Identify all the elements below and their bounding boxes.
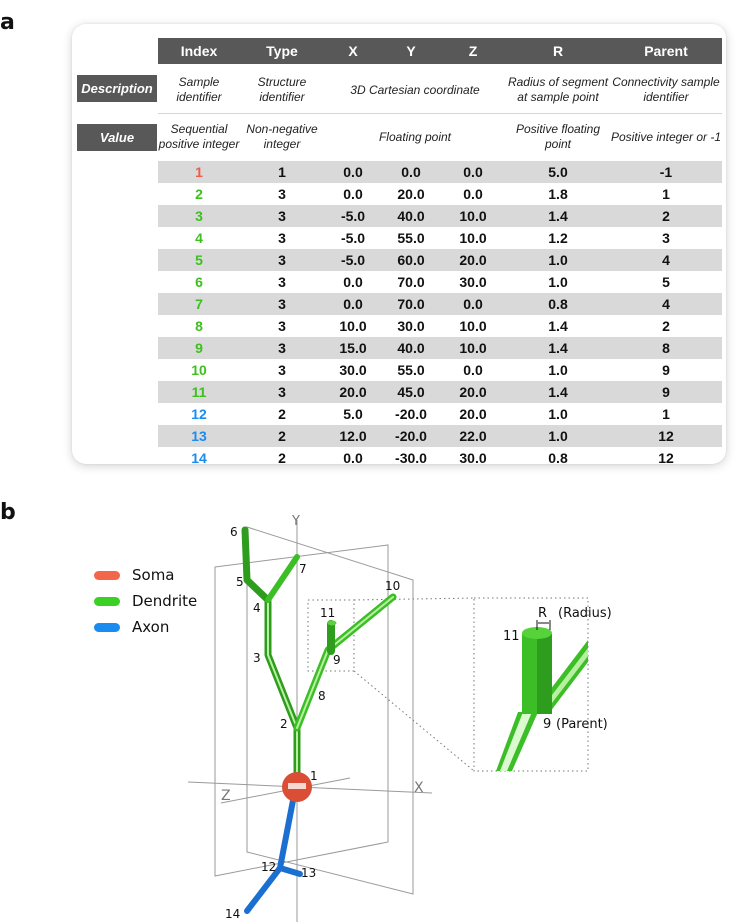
cell-type: 3 bbox=[278, 208, 286, 224]
cell-index: 14 bbox=[191, 450, 207, 466]
cell-type: 3 bbox=[278, 274, 286, 290]
cell-parent: 4 bbox=[662, 296, 670, 312]
y-axis-label: Y bbox=[292, 514, 300, 529]
desc-xyz: 3D Cartesian coordinate bbox=[350, 82, 480, 97]
table-row bbox=[158, 183, 722, 205]
svg-text:1: 1 bbox=[310, 769, 318, 783]
cell-y: 60.0 bbox=[397, 252, 425, 268]
cell-y: -20.0 bbox=[395, 406, 427, 422]
cell-y: -30.0 bbox=[395, 450, 427, 466]
cell-y: 0.0 bbox=[401, 164, 421, 180]
table-row bbox=[158, 227, 722, 249]
radius-label: R bbox=[538, 606, 548, 621]
svg-text:10: 10 bbox=[385, 579, 401, 593]
cell-x: 0.0 bbox=[343, 296, 363, 312]
inset-zoom bbox=[496, 606, 612, 771]
cell-r: 0.8 bbox=[548, 450, 568, 466]
cell-x: 5.0 bbox=[343, 406, 363, 422]
value-row-label: Value bbox=[77, 124, 157, 151]
cell-index: 10 bbox=[191, 362, 207, 378]
x-axis-label: X bbox=[414, 780, 424, 796]
cell-z: 22.0 bbox=[459, 428, 487, 444]
value-r: Positive floating point bbox=[515, 122, 601, 151]
cell-y: 20.0 bbox=[397, 186, 425, 202]
cell-parent: 5 bbox=[662, 274, 670, 290]
cell-parent: 9 bbox=[662, 362, 670, 378]
cell-y: 70.0 bbox=[397, 274, 425, 290]
cell-type: 3 bbox=[278, 252, 286, 268]
svg-text:12: 12 bbox=[261, 860, 277, 874]
cell-r: 1.0 bbox=[548, 428, 568, 444]
cell-x: 30.0 bbox=[339, 362, 367, 378]
svg-text:3: 3 bbox=[253, 651, 261, 665]
desc-type: Structure identifier bbox=[257, 75, 307, 104]
cell-r: 1.0 bbox=[548, 406, 568, 422]
cell-type: 3 bbox=[278, 362, 286, 378]
soma bbox=[282, 772, 312, 802]
cell-index: 6 bbox=[195, 274, 203, 290]
cell-r: 1.8 bbox=[548, 186, 568, 202]
desc-parent: Connectivity sample identifier bbox=[612, 75, 720, 104]
cell-x: -5.0 bbox=[340, 252, 366, 268]
cell-type: 2 bbox=[278, 428, 286, 444]
cell-z: 30.0 bbox=[459, 450, 487, 466]
header-parent: Parent bbox=[644, 43, 688, 59]
cell-r: 1.4 bbox=[548, 318, 568, 334]
cell-z: 0.0 bbox=[463, 362, 483, 378]
value-row bbox=[158, 114, 722, 160]
table-row bbox=[158, 403, 722, 425]
svg-text:4: 4 bbox=[253, 601, 261, 615]
table-row bbox=[158, 337, 722, 359]
cell-parent: 12 bbox=[658, 450, 674, 466]
table-header-row bbox=[158, 38, 722, 64]
legend-label: Dendrite bbox=[132, 592, 198, 610]
cell-index: 3 bbox=[195, 208, 203, 224]
cell-z: 0.0 bbox=[463, 296, 483, 312]
header-index: Index bbox=[180, 43, 218, 59]
cell-r: 1.4 bbox=[548, 208, 568, 224]
cell-x: 0.0 bbox=[343, 274, 363, 290]
cell-r: 1.4 bbox=[548, 384, 568, 400]
cell-index: 5 bbox=[195, 252, 203, 268]
neuron-morphology-diagram bbox=[0, 500, 750, 922]
cell-r: 1.0 bbox=[548, 362, 568, 378]
cell-parent: 1 bbox=[662, 406, 670, 422]
radius-caption: (Radius) bbox=[558, 606, 612, 621]
cell-index: 11 bbox=[191, 384, 207, 400]
table-row bbox=[158, 271, 722, 293]
svg-text:7: 7 bbox=[299, 562, 307, 576]
cell-x: 20.0 bbox=[339, 384, 367, 400]
cell-y: 40.0 bbox=[397, 340, 425, 356]
desc-index: Sample identifier bbox=[176, 75, 222, 104]
cell-y: 55.0 bbox=[397, 362, 425, 378]
cell-type: 3 bbox=[278, 296, 286, 312]
cell-r: 1.2 bbox=[548, 230, 568, 246]
cell-z: 0.0 bbox=[463, 164, 483, 180]
panel-label-b: b bbox=[0, 500, 16, 525]
cell-z: 30.0 bbox=[459, 274, 487, 290]
header-type: Type bbox=[266, 43, 298, 59]
cell-z: 20.0 bbox=[459, 252, 487, 268]
value-parent: Positive integer or -1 bbox=[610, 129, 722, 144]
cell-x: 0.0 bbox=[343, 450, 363, 466]
cell-z: 10.0 bbox=[459, 230, 487, 246]
desc-r: Radius of segment at sample point bbox=[507, 75, 609, 104]
svg-text:2: 2 bbox=[280, 717, 288, 731]
cell-x: 12.0 bbox=[339, 428, 367, 444]
cell-z: 10.0 bbox=[459, 318, 487, 334]
cell-x: -5.0 bbox=[340, 230, 366, 246]
table-body bbox=[158, 161, 722, 469]
legend-label: Soma bbox=[132, 566, 175, 584]
cell-r: 1.4 bbox=[548, 340, 568, 356]
inset-node-label: 11 bbox=[503, 629, 520, 644]
axon bbox=[247, 790, 300, 911]
table-row bbox=[158, 205, 722, 227]
table-row bbox=[158, 249, 722, 271]
cell-y: 55.0 bbox=[397, 230, 425, 246]
table-row bbox=[158, 161, 722, 183]
cell-index: 8 bbox=[195, 318, 203, 334]
cell-r: 1.0 bbox=[548, 252, 568, 268]
header-z: Z bbox=[468, 43, 478, 59]
cell-x: 0.0 bbox=[343, 186, 363, 202]
value-xyz: Floating point bbox=[378, 129, 452, 144]
cell-parent: 2 bbox=[662, 318, 670, 334]
cell-parent: 4 bbox=[662, 252, 670, 268]
header-x: X bbox=[348, 43, 358, 59]
svg-text:9: 9 bbox=[333, 653, 341, 667]
cell-index: 7 bbox=[195, 296, 203, 312]
cell-y: 40.0 bbox=[397, 208, 425, 224]
table-row bbox=[158, 447, 722, 469]
header-r: R bbox=[552, 43, 564, 59]
cell-parent: -1 bbox=[659, 164, 673, 180]
cell-z: 20.0 bbox=[459, 406, 487, 422]
svg-text:13: 13 bbox=[301, 866, 317, 880]
table-row bbox=[158, 359, 722, 381]
cell-parent: 9 bbox=[662, 384, 670, 400]
cell-parent: 1 bbox=[662, 186, 670, 202]
cell-type: 3 bbox=[278, 318, 286, 334]
table-row bbox=[158, 293, 722, 315]
cell-index: 13 bbox=[191, 428, 207, 444]
value-index: Sequential positive integer bbox=[158, 122, 240, 151]
cell-type: 3 bbox=[278, 186, 286, 202]
panel-label-a: a bbox=[0, 10, 15, 35]
cell-r: 0.8 bbox=[548, 296, 568, 312]
legend-label: Axon bbox=[132, 618, 170, 636]
cell-x: 0.0 bbox=[343, 164, 363, 180]
cell-type: 2 bbox=[278, 450, 286, 466]
cell-r: 1.0 bbox=[548, 274, 568, 290]
description-row-label: Description bbox=[77, 75, 157, 102]
header-y: Y bbox=[406, 43, 416, 59]
cell-index: 9 bbox=[195, 340, 203, 356]
z-axis-label: Z bbox=[221, 788, 231, 804]
cell-parent: 2 bbox=[662, 208, 670, 224]
svg-text:8: 8 bbox=[318, 689, 326, 703]
cell-type: 3 bbox=[278, 384, 286, 400]
value-type: Non-negative integer bbox=[246, 122, 318, 151]
cell-index: 12 bbox=[191, 406, 207, 422]
table-row bbox=[158, 381, 722, 403]
cell-x: 15.0 bbox=[339, 340, 367, 356]
cell-type: 3 bbox=[278, 340, 286, 356]
cell-z: 10.0 bbox=[459, 208, 487, 224]
cell-index: 4 bbox=[195, 230, 203, 246]
inset-parent-node-label: 9 bbox=[543, 717, 552, 732]
cell-z: 20.0 bbox=[459, 384, 487, 400]
cell-index: 1 bbox=[195, 164, 203, 180]
cell-y: -20.0 bbox=[395, 428, 427, 444]
cell-type: 3 bbox=[278, 230, 286, 246]
parent-caption: (Parent) bbox=[556, 717, 608, 732]
cell-index: 2 bbox=[195, 186, 203, 202]
cell-y: 70.0 bbox=[397, 296, 425, 312]
svg-text:11: 11 bbox=[320, 606, 336, 620]
cell-type: 1 bbox=[278, 164, 286, 180]
cell-type: 2 bbox=[278, 406, 286, 422]
description-row bbox=[158, 68, 722, 112]
cell-x: 10.0 bbox=[339, 318, 367, 334]
cell-z: 10.0 bbox=[459, 340, 487, 356]
cell-parent: 12 bbox=[658, 428, 674, 444]
cell-x: -5.0 bbox=[340, 208, 366, 224]
cell-y: 30.0 bbox=[397, 318, 425, 334]
svg-text:5: 5 bbox=[236, 575, 244, 589]
cell-r: 5.0 bbox=[548, 164, 568, 180]
cell-parent: 8 bbox=[662, 340, 670, 356]
svg-text:6: 6 bbox=[230, 525, 238, 539]
svg-text:14: 14 bbox=[225, 907, 241, 921]
table-row bbox=[158, 315, 722, 337]
cell-y: 45.0 bbox=[397, 384, 425, 400]
table-row bbox=[158, 425, 722, 447]
cell-parent: 3 bbox=[662, 230, 670, 246]
cell-z: 0.0 bbox=[463, 186, 483, 202]
